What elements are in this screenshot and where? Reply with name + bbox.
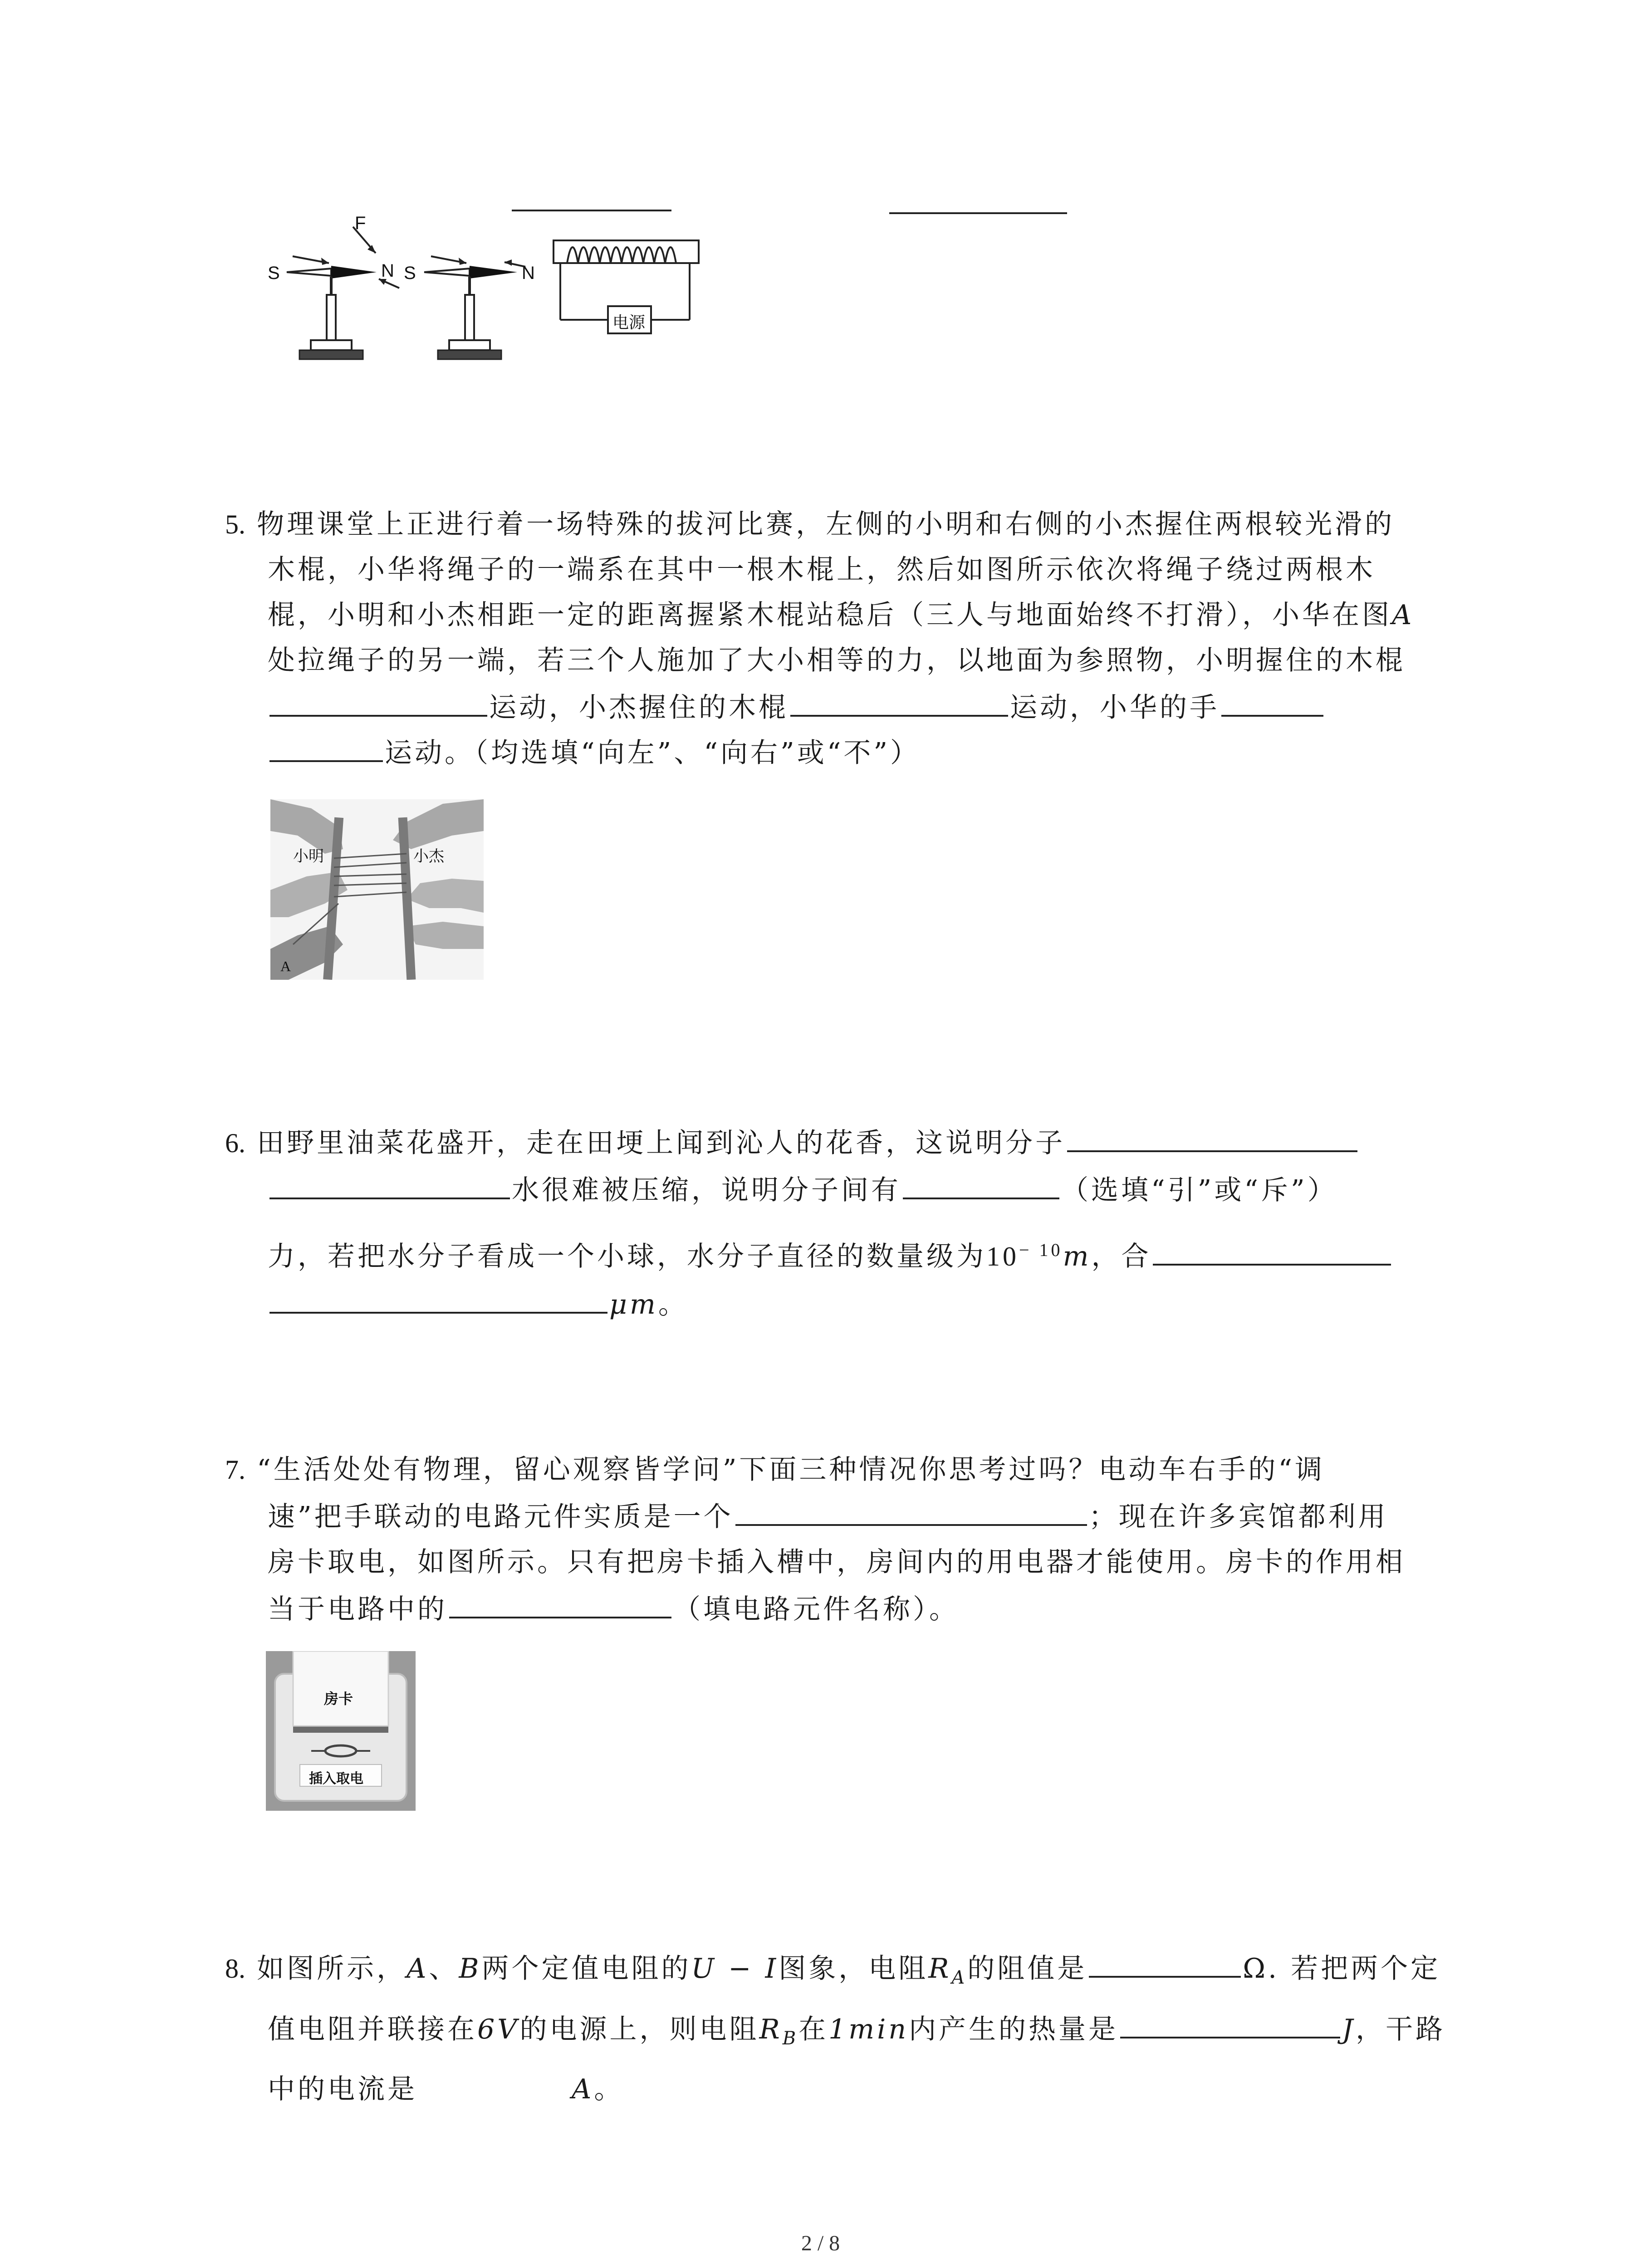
q6-exp-power: − 10 [1019, 1240, 1063, 1260]
q7-blank-1[interactable] [735, 1494, 1087, 1526]
q7-text-4a: 当于电路中的 [268, 1593, 447, 1625]
q8-text-1g: 图象，电阻 [779, 1953, 929, 1984]
q8-text-3a: 中的电流是 [268, 2073, 417, 2105]
q5-blank-3a[interactable] [1221, 685, 1323, 717]
q6-text-1: 田野里油菜花盛开，走在田埂上闻到沁人的花香，这说明分子 [257, 1127, 1066, 1159]
photo-label-xiaoming: 小明 [293, 848, 324, 865]
q8-line-3 [268, 2067, 624, 2112]
q5-line-2 [268, 547, 1376, 592]
compass-solenoid-figure [254, 213, 708, 376]
q8-blank-1[interactable] [1089, 1946, 1241, 1978]
q8-text-2h: 内产生的热量是 [909, 2014, 1119, 2045]
label-s2: S [404, 263, 416, 283]
q8-voltage: 6V [477, 2014, 520, 2045]
slot-label: 插入取电 [309, 1771, 363, 1786]
q8-number: 8. [225, 1954, 245, 1984]
q5-line-4 [268, 638, 1406, 683]
q6-blank-3a[interactable] [1153, 1234, 1391, 1266]
label-s1: S [268, 263, 280, 283]
q6-blank-1b[interactable] [269, 1168, 510, 1199]
q8-text-2c: 的电源上，则电阻 [519, 2014, 759, 2045]
q6-line-4 [268, 1282, 688, 1327]
label-power: 电源 [612, 313, 646, 332]
q5-var-a: A [1392, 599, 1415, 631]
q5-blank-3b[interactable] [269, 730, 383, 762]
room-card-slot-photo [266, 1651, 416, 1811]
q8-blank-2[interactable] [1120, 2007, 1340, 2038]
q7-line-1 [225, 1447, 1325, 1492]
q5-text-5b: 运动，小华的手 [1010, 692, 1220, 723]
q7-text-3: 房卡取电，如图所示。只有把房卡插入槽中，房间内的用电器才能使用。房卡的作用相 [268, 1546, 1406, 1578]
q6-line-1 [225, 1120, 1359, 1166]
q5-text-5a: 运动，小杰握住的木棍 [489, 692, 789, 723]
answer-blank-top-right[interactable] [889, 212, 1067, 214]
q6-unit-m: m [1063, 1241, 1092, 1272]
q8-sub-b: B [782, 2028, 799, 2049]
q8-var-ui: U − I [691, 1953, 779, 1984]
q8-var-r: R [928, 1953, 952, 1984]
q7-line-3 [268, 1540, 1406, 1585]
q7-number: 7. [225, 1455, 245, 1485]
q8-text-1j: 的阻值是 [967, 1953, 1087, 1984]
q5-line-5 [268, 685, 1325, 730]
q6-line-3 [268, 1227, 1393, 1279]
q5-blank-2[interactable] [790, 685, 1008, 717]
q5-line-6 [268, 730, 920, 776]
q8-line-1 [225, 1946, 1440, 2000]
page-number: 2 / 8 [801, 2231, 840, 2255]
q8-line-2 [268, 2007, 1445, 2061]
q7-blank-2[interactable] [449, 1587, 671, 1618]
q7-text-4b: （填电路元件名称）。 [673, 1593, 959, 1625]
q5-text-4: 处拉绳子的另一端，若三个人施加了大小相等的力，以地面为参照物，小明握住的木棍 [268, 645, 1406, 676]
q5-line-1 [225, 502, 1395, 547]
q8-unit-j: J [1342, 2014, 1356, 2045]
card-label: 房卡 [324, 1691, 353, 1707]
q8-sub-a: A [951, 1967, 968, 1988]
q7-text-2b: ；现在许多宾馆都利用 [1088, 1501, 1388, 1533]
q8-text-1e: 两个定值电阻的 [481, 1953, 691, 1984]
q6-blank-2[interactable] [903, 1168, 1059, 1199]
photo-label-xiaojie: 小杰 [413, 848, 444, 865]
q8-var-b: B [459, 1953, 482, 1984]
label-n2: N [522, 263, 535, 283]
q8-text-2a: 值电阻并联接在 [268, 2014, 477, 2045]
q8-text-2j: ，干路 [1356, 2014, 1446, 2045]
q8-time: 1min [828, 2014, 909, 2045]
tug-of-war-photo [270, 799, 484, 980]
q5-text-2: 木棍，小华将绳子的一端系在其中一根木棍上，然后如图所示依次将绳子绕过两根木 [268, 554, 1376, 586]
q6-blank-3b[interactable] [269, 1282, 607, 1314]
q8-var-r2: R [759, 2014, 783, 2045]
q6-unit-um: μm [609, 1289, 658, 1320]
q8-unit-a: A [572, 2073, 594, 2105]
q8-text-1a: 如图所示， [257, 1953, 407, 1984]
q7-text-2a: 速”把手联动的电路元件实质是一个 [268, 1501, 734, 1533]
q6-text-3e: ，合 [1091, 1241, 1151, 1272]
q6-text-2b: （选填“引”或“斥”） [1061, 1174, 1337, 1206]
q8-text-3c: 。 [594, 2073, 624, 2105]
q7-line-4 [268, 1587, 959, 1632]
q6-exp-base: 10 [986, 1242, 1019, 1271]
q5-text-6: 运动。（均选填“向左”、“向右”或“不”） [385, 737, 921, 769]
q6-text-2a: 水很难被压缩，说明分子间有 [512, 1174, 901, 1206]
q5-line-3 [268, 592, 1414, 638]
q8-text-1c: 、 [429, 1953, 459, 1984]
q8-text-2f: 在 [798, 2014, 829, 2045]
q8-var-a: A [407, 1953, 429, 1984]
q6-text-4b: 。 [658, 1289, 688, 1320]
q8-text-1k: Ω. 若把两个定 [1243, 1953, 1441, 1984]
q6-number: 6. [225, 1128, 245, 1158]
q6-line-2 [268, 1168, 1337, 1213]
label-n1: N [381, 261, 394, 281]
q6-text-3a: 力，若把水分子看成一个小球，水分子直径的数量级为 [268, 1241, 986, 1272]
q5-number: 5. [225, 509, 245, 539]
q5-text-1: 物理课堂上正进行着一场特殊的拔河比赛，左侧的小明和右侧的小杰握住两根较光滑的 [257, 508, 1395, 540]
answer-blank-top-left[interactable] [512, 210, 671, 211]
label-f: F [355, 213, 366, 233]
q7-line-2 [268, 1494, 1388, 1540]
q5-text-3: 棍，小明和小杰相距一定的距离握紧木棍站稳后（三人与地面始终不打滑），小华在图 [268, 599, 1392, 631]
photo-label-a: A [280, 958, 291, 974]
q5-blank-1[interactable] [269, 685, 487, 717]
q7-text-1: “生活处处有物理，留心观察皆学问”下面三种情况你思考过吗？电动车右手的“调 [257, 1454, 1325, 1486]
q6-blank-1a[interactable] [1067, 1120, 1357, 1152]
